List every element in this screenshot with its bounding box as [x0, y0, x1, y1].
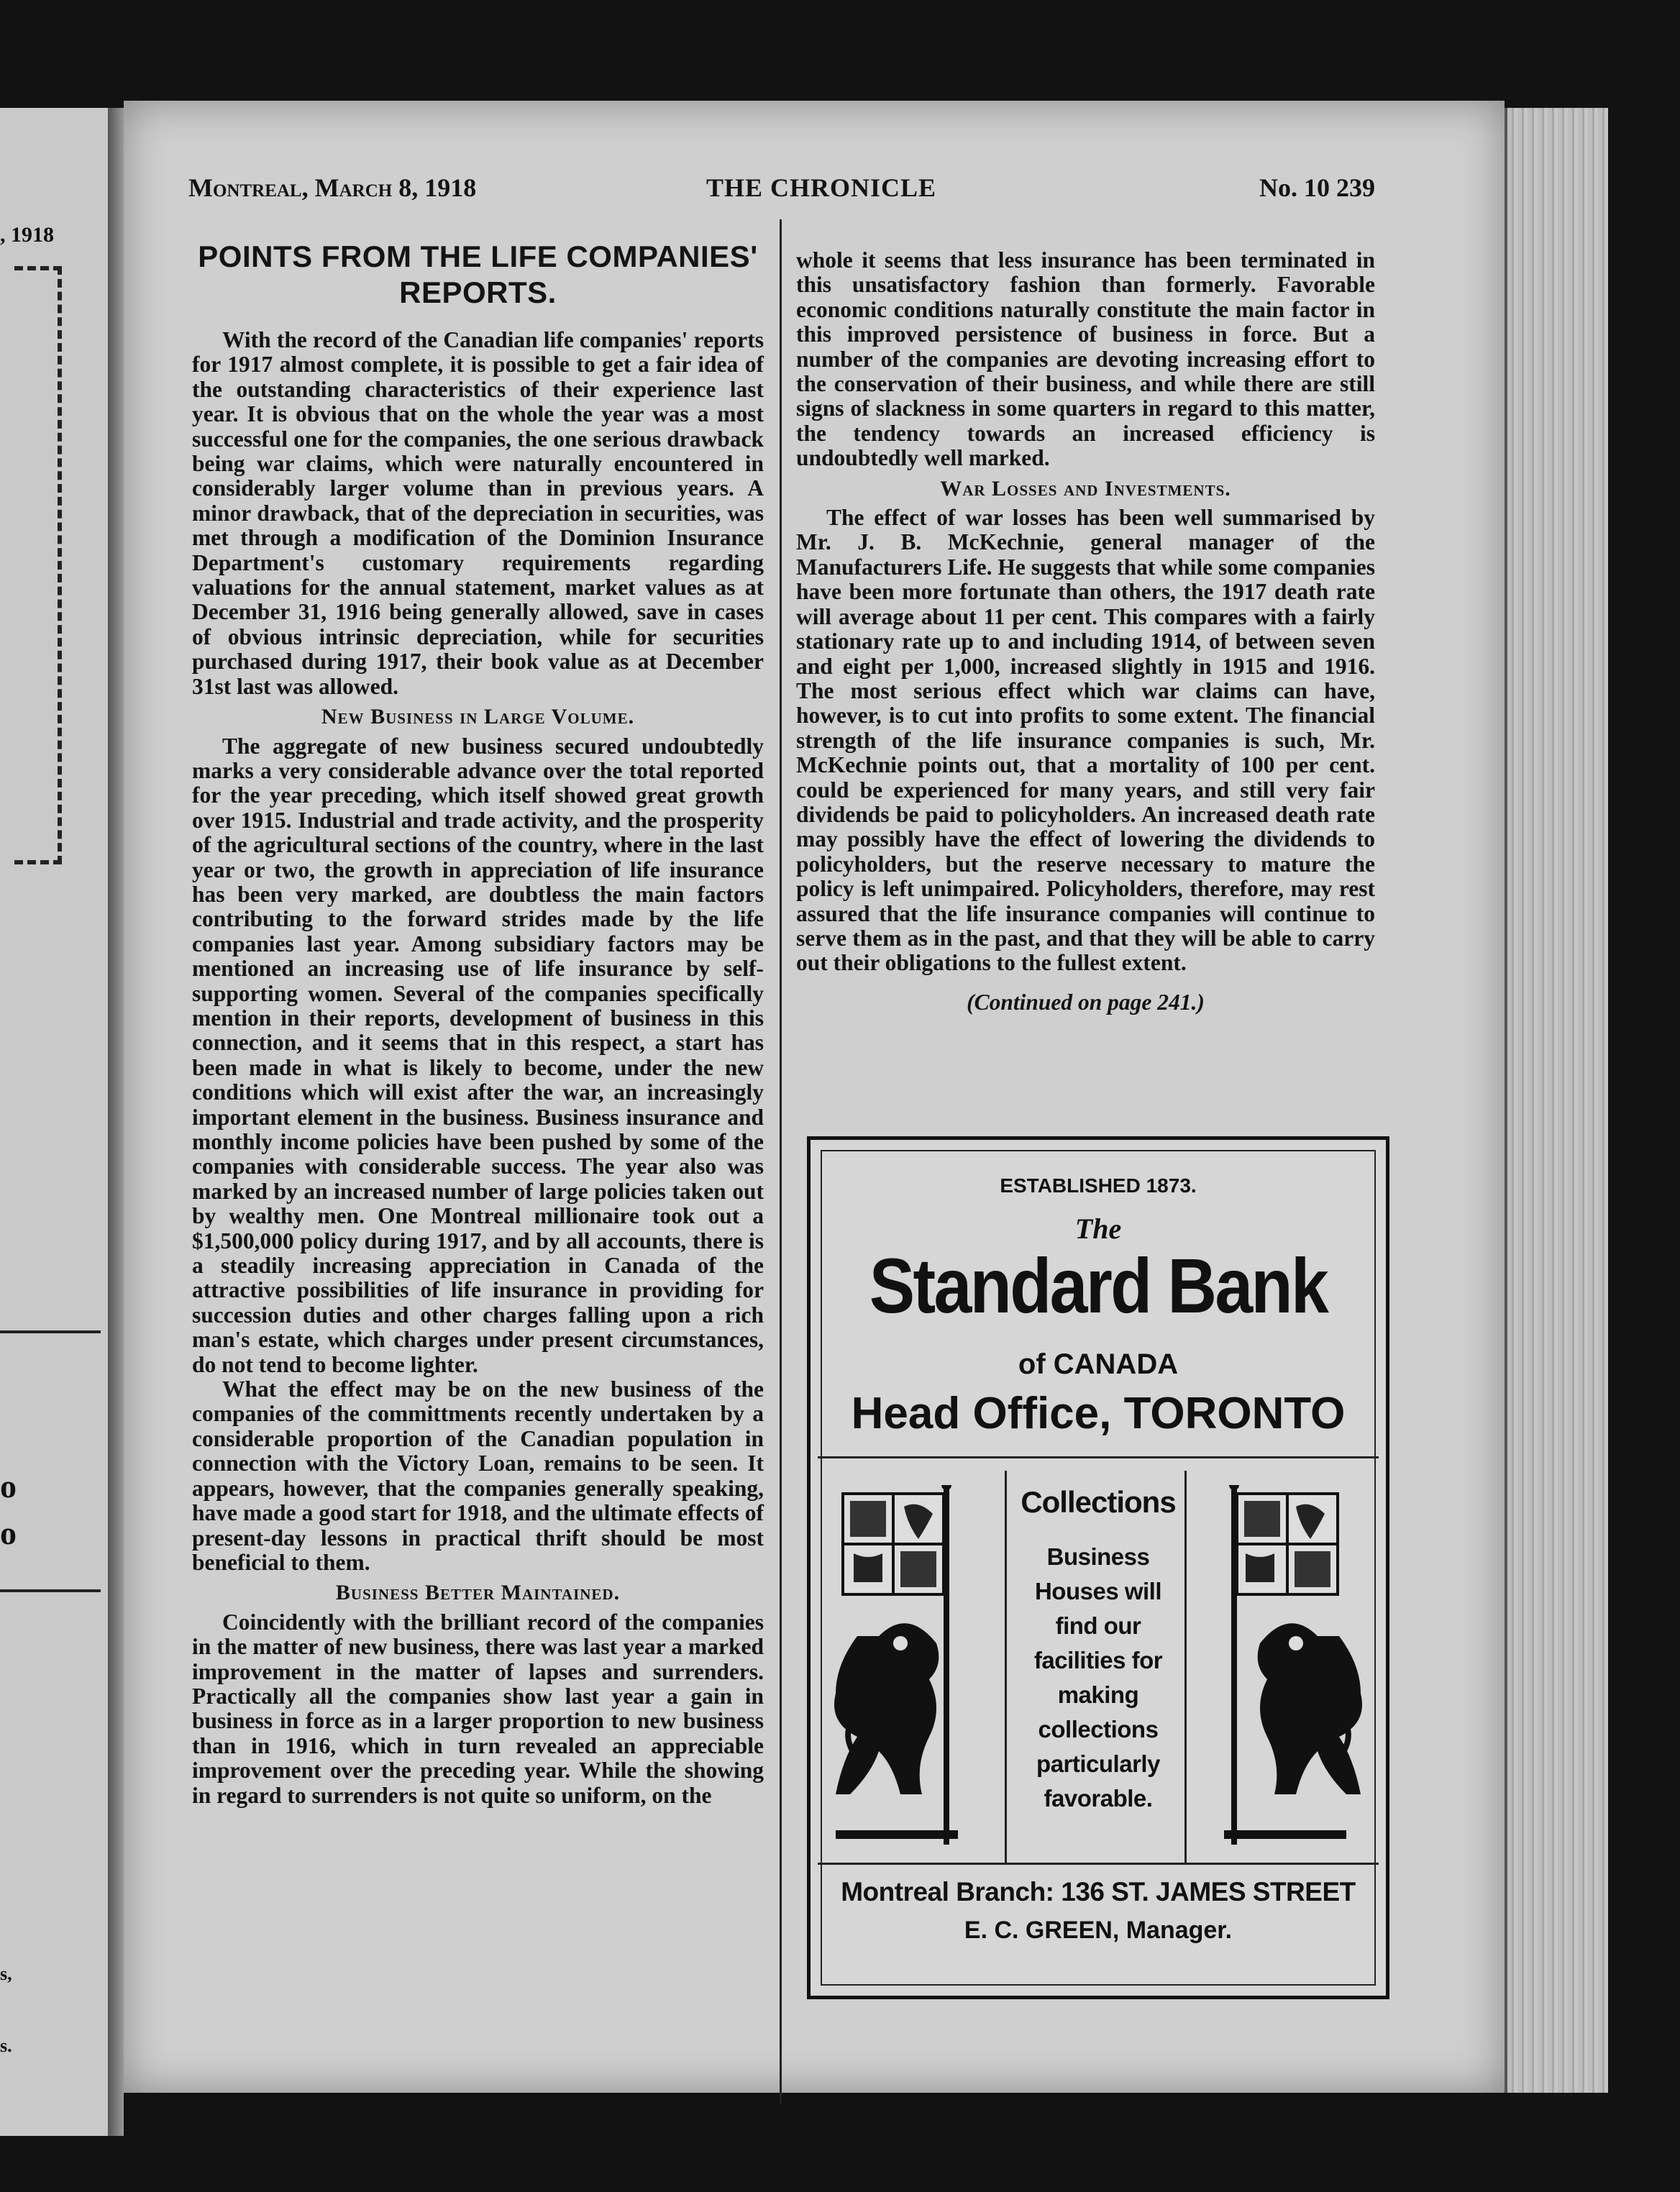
standard-bank-advertisement: [807, 1136, 1389, 1999]
column-rule: [780, 219, 782, 2104]
ad-divider: [818, 1456, 1379, 1458]
collections-line: Houses will: [1034, 1578, 1162, 1604]
newspaper-page: [124, 101, 1505, 2093]
subheading: New Business in Large Volume.: [321, 705, 635, 729]
collections-line: facilities for: [1033, 1647, 1163, 1673]
paragraph: With the record of the Canadian life companies' reports for 1917 almost complete, it is possible to get a fair idea of the outstanding characteristics of their experience last year. It is obvious that on the whole the year was a most successful one for the companies, the one serious drawback being war claims, which were naturally encountered in considerably larger volume than in previous years. A minor drawback, that of the depreciation in securities, was met through a modification of the Dominion Insurance Department's customary requirements regarding valuations for the annual statement, market values as at December 31, 1916 being generally allowed, save in cases of obvious intrinsic depreciation, while for securities purchased during 1917, their book value as at December 31st last was allowed.: [192, 327, 764, 699]
left-page-letter: o: [0, 1468, 17, 1504]
left-page-mark: s.: [0, 2035, 12, 2056]
dateline: Montreal, March 8, 1918: [188, 173, 477, 202]
continued-note: (Continued on page 241.): [967, 989, 1205, 1015]
left-page-letter: o: [0, 1515, 17, 1551]
paragraph: Coincidently with the brilliant record of the companies in the matter of new business, there was last year a marked improvement in the matter of lapses and surrenders. Practically all the companies show last year a gain in business in force as in a larger proportion to new business than in 1916, which in turn revealed an appreciable improvement over the preceding year. While the showing in regard to surrenders is not quite so uniform, on the: [192, 1609, 764, 1808]
paragraph: whole it seems that less insurance has been terminated in this unsatisfactory fashion than formerly. Favorable economic conditions naturally constitute the main factor in this improved persistence of business in force. But a number of the companies are devoting increasing effort to the conservation of their business, and while there are still signs of slackness in some quarters in regard to this matter, the tendency towards an increased efficiency is undoubtedly well marked.: [796, 247, 1375, 471]
ad-the: The: [1074, 1213, 1122, 1245]
ad-divider: [1184, 1471, 1187, 1863]
paragraph: What the effect may be on the new business of the companies of the committments recently undertaken by a considerable proportion of the Canadian population in connection with the Victory Loan, remains to be seen. It appears, however, that the companies generally speaking, have made a good start for 1918, and the ultimate effects of present-day lessons in practical thrift should be most beneficial to them.: [192, 1376, 764, 1575]
ad-branch-address: Montreal Branch: 136 ST. JAMES STREET: [841, 1877, 1356, 1906]
issue-page-number: No. 10 239: [1259, 173, 1375, 202]
ad-divider: [1005, 1471, 1007, 1863]
collections-heading: Collections: [1021, 1485, 1176, 1519]
collections-line: Business: [1046, 1543, 1150, 1570]
left-page-rule: [0, 1589, 101, 1592]
lion-flag-emblem-icon: [828, 1485, 994, 1845]
ad-bank-name: Standard Bank: [869, 1242, 1328, 1329]
ad-of-canada: of CANADA: [1018, 1348, 1179, 1380]
subheading: Business Better Maintained.: [335, 1581, 621, 1605]
ad-head-office: Head Office, TORONTO: [851, 1389, 1346, 1438]
running-header: [188, 173, 1375, 209]
left-page-rule: [0, 1330, 101, 1333]
publication-title: THE CHRONICLE: [706, 173, 937, 202]
collections-line: making: [1057, 1681, 1139, 1708]
column-left: [192, 239, 764, 1808]
left-facing-page: [0, 108, 110, 2136]
column-right: [796, 248, 1375, 1015]
ad-established: ESTABLISHED 1873.: [1000, 1174, 1197, 1197]
collections-panel: [1015, 1485, 1181, 1816]
left-page-year: , 1918: [0, 223, 54, 247]
ad-divider: [818, 1863, 1379, 1865]
article-title: POINTS FROM THE LIFE COMPANIES' REPORTS.: [198, 239, 758, 309]
ad-manager: E. C. GREEN, Manager.: [964, 1917, 1233, 1944]
lion-flag-emblem-icon: [1202, 1485, 1368, 1845]
collections-line: particularly: [1036, 1750, 1160, 1777]
page-edges: [1505, 108, 1608, 2093]
binding-gutter: [108, 108, 124, 2136]
left-page-mark: s,: [0, 1963, 12, 1984]
paragraph: The effect of war losses has been well summarised by Mr. J. B. McKechnie, general manager of the Manufacturers Life. He suggests that while some companies have been more fortunate than others, the 1917 death rate will average about 11 per cent. This compares with a fairly stationary rate up to and including 1914, of between seven and eight per 1,000, increased slightly in 1915 and 1916. The most serious effect which war claims can have, however, is to cut into profits to some extent. The financial strength of the life insurance companies is such, Mr. McKechnie points out, that a mortality of 100 per cent. could be experienced for many years, and still very fair dividends be paid to policyholders. An increased death rate may possibly have the effect of lowering the dividends to policyholders, but the reserve necessary to mature the policy is left unimpaired. Policyholders, therefore, may rest assured that the life insurance companies will continue to serve them as in the past, and that they will be able to carry out their obligations to the fullest extent.: [796, 505, 1375, 976]
collections-line: find our: [1055, 1612, 1141, 1639]
paragraph: The aggregate of new business secured undoubtedly marks a very considerable advance over the total reported for the year preceding, which itself showed great growth over 1915. Industrial and trade activity, and the prosperity of the agricultural sections of the country, where in the last year or two, the growth in appreciation of life insurance has been very marked, are doubtless the main factors contributing to the forward strides made by the life companies last year. Among subsidiary factors may be mentioned an increasing use of life insurance by self-supporting women. Several of the companies specifically mention in their reports, development of business in this connection, and it seems that in this respect, a start has been made in what is likely to become, under the new conditions which will exist after the war, an increasingly important element in the business. Business insurance and monthly income policies have been pushed by some of the companies with considerable success. The year also was marked by an increased number of large policies taken out by wealthy men. One Montreal millionaire took out a $1,500,000 policy during 1917, and by all accounts, there is a steadily increasing appreciation in Canada of the attractive possibilities of life insurance in providing for succession duties and other charges falling upon a rich man's estate, which charges under present circumstances, do not tend to become lighter.: [192, 733, 764, 1377]
left-page-ad-border: [14, 266, 62, 864]
collections-line: favorable.: [1044, 1785, 1153, 1812]
subheading: War Losses and Investments.: [940, 476, 1231, 501]
collections-line: collections: [1038, 1716, 1159, 1743]
